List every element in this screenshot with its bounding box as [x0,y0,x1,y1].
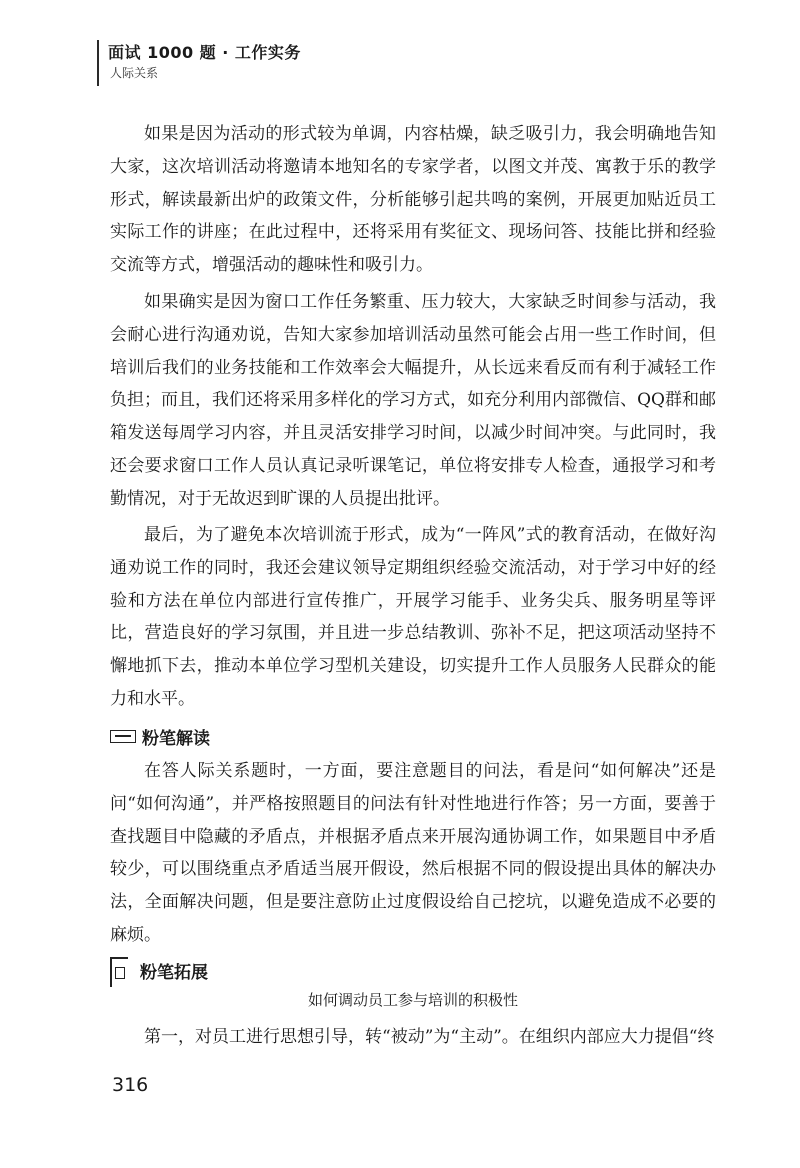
header-rule [97,40,99,86]
extend-subtitle: 如何调动员工参与培训的积极性 [307,991,518,1009]
running-header-title: 面试 1000 题 · 工作实务 [108,43,301,62]
page-number: 316 [112,1074,149,1096]
body-paragraph-2: 如果确实是因为窗口工作任务繁重、压力较大，大家缺乏时间参与活动，我会耐心进行沟通劝说，告知大家参加培训活动虽然可能会占用一些工作时间，但培训后我们的业务技能和工作效率会大幅提升，从长远来看反而有利于减轻工作负担；而且，我们还将采用多样化的学习方式，如充分利用内部微信、QQ群和邮箱发送每周学习内容，并且灵活安排学习时间，以减少时间冲突。与此同时，我还会要求窗口工作人员认真记录听课笔记，单位将安排专人检查，通报学习和考勤情况，对于无故迟到旷课的人员提出批评。 [110,292,716,509]
running-header-subtitle: 人际关系 [110,66,159,80]
section-heading-extend [110,955,208,985]
chalk-extend-icon [110,957,128,987]
section-heading-interpret [110,724,210,749]
section-heading-extend-label: 粉笔拓展 [140,962,208,983]
section-heading-interpret-label: 粉笔解读 [142,729,210,749]
interpret-paragraph: 在答人际关系题时，一方面，要注意题目的问法，看是问“如何解决”还是问“如何沟通”，并严格按照题目的问法有针对性地进行作答；另一方面，要善于查找题目中隐藏的矛盾点，并根据矛盾点来开展沟通协调工作，如果题目中矛盾较少，可以围绕重点矛盾适当展开假设，然后根据不同的假设提出具体的解决办法，全面解决问题，但是要注意防止过度假设给自己挖坑，以避免造成不必要的麻烦。 [110,761,716,945]
body-paragraph-1: 如果是因为活动的形式较为单调，内容枯燥，缺乏吸引力，我会明确地告知大家，这次培训活动将邀请本地知名的专家学者，以图文并茂、寓教于乐的教学形式，解读最新出炉的政策文件，分析能够引起共鸣的案例，开展更加贴近员工实际工作的讲座；在此过程中，还将采用有奖征文、现场问答、技能比拼和经验交流等方式，增强活动的趣味性和吸引力。 [110,124,716,276]
chalk-interpret-icon [110,730,136,743]
extend-paragraph: 第一，对员工进行思想引导，转“被动”为“主动”。在组织内部应大力提倡“终 [144,1027,715,1047]
body-paragraph-3: 最后，为了避免本次培训流于形式，成为“一阵风”式的教育活动，在做好沟通劝说工作的同时，我还会建议领导定期组织经验交流活动，对于学习中好的经验和方法在单位内部进行宣传推广，开展学习能手、业务尖兵、服务明星等评比，营造良好的学习氛围，并且进一步总结教训、弥补不足，把这项活动坚持不懈地抓下去，推动本单位学习型机关建设，切实提升工作人员服务人民群众的能力和水平。 [110,525,716,709]
